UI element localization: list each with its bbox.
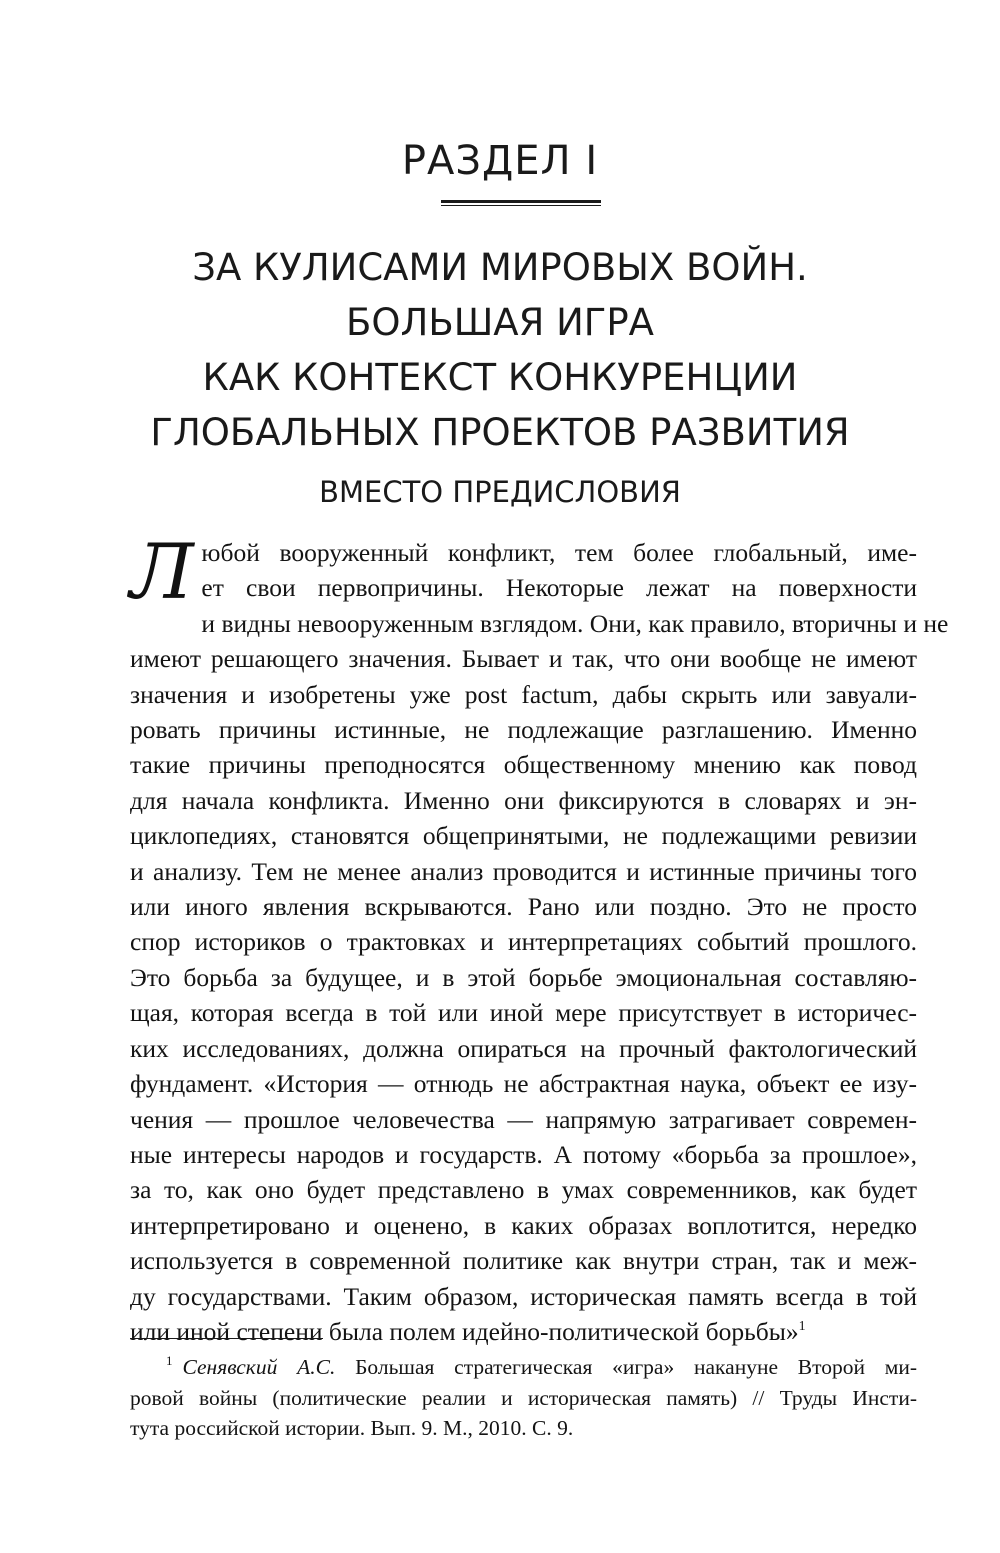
body-line: или иного явления вскрываются. Рано или поздно. Это не просто [130, 892, 917, 922]
body-line: такие причины преподносятся общественному мнению как повод [130, 750, 917, 780]
body-line: за то, как оно будет представлено в умах современников, как будет [130, 1175, 917, 1205]
body-paragraph [130, 527, 949, 1349]
body-line: Это борьба за будущее, и в этой борьбе эмоциональная составляю- [130, 962, 917, 992]
footnote-line: тута российской истории. Вып. 9. М., 2010. С. 9. [130, 1416, 574, 1440]
body-line: имеют решающего значения. Бывает и так, что они вообще не имеют [130, 644, 917, 674]
body-line: юбой вооруженный конфликт, тем более глобальный, име- [201, 538, 917, 567]
part-title [0, 240, 1000, 460]
body-line: ровать причины истинные, не подлежащие разглашению. Именно [130, 715, 917, 745]
body-line: интерпретировано и оценено, в каких образах воплотится, нередко [130, 1210, 917, 1240]
body-line: щая, которая всегда в той или иной мере присутствует в историчес- [130, 998, 917, 1028]
body-line: и видны невооруженным взглядом. Они, как правило, вторичны и не [201, 608, 949, 638]
footnote-line: ровой войны (политические реалии и историческая память) // Труды Инсти- [130, 1385, 917, 1410]
footnote-author: Сенявский А.С. [182, 1355, 336, 1379]
part-title-line: ЗА КУЛИСАМИ МИРОВЫХ ВОЙН. [192, 246, 808, 289]
part-title-line: КАК КОНТЕКСТ КОНКУРЕНЦИИ [202, 356, 798, 399]
part-title-line: БОЛЬШАЯ ИГРА [346, 301, 654, 344]
body-line: чения — прошлое человечества — напрямую затрагивает современ- [130, 1104, 917, 1134]
body-line: циклопедиях, становятся общепринятыми, не подлежащими ревизии [130, 821, 917, 851]
body-line: используется в современной политике как внутри стран, так и меж- [130, 1246, 917, 1276]
body-line: и анализу. Тем не менее анализ проводится и истинные причины того [130, 856, 917, 886]
body-line: значения и изобретены уже post factum, дабы скрыть или завуали- [130, 679, 917, 709]
part-title-line: ГЛОБАЛЬНЫХ ПРОЕКТОВ РАЗВИТИЯ [150, 411, 850, 454]
body-line: ет свои первопричины. Некоторые лежат на поверхности [201, 573, 917, 603]
body-last-line-text: или иной степени была полем идейно-политической борьбы» [130, 1316, 799, 1346]
footnote [130, 1346, 917, 1444]
chapter-title: ВМЕСТО ПРЕДИСЛОВИЯ [319, 475, 681, 509]
body-line: для начала конфликта. Именно они фиксируются в словарях и эн- [130, 785, 917, 815]
body-line: ные интересы народов и государств. А потому «борьба за прошлое», [130, 1139, 917, 1169]
footnote-mark: 1 [166, 1353, 173, 1368]
footnote-text: Большая стратегическая «игра» накануне Второй ми- [335, 1355, 917, 1379]
body-line: спор историков о трактовках и интерпретациях событий прошлого. [130, 927, 917, 957]
body-last-line [130, 1314, 917, 1349]
footnote-line [130, 1346, 917, 1383]
drop-cap: Л [130, 527, 194, 616]
footnote-separator [130, 1338, 323, 1339]
footnote-reference[interactable]: 1 [798, 1318, 806, 1334]
body-line: ду государствами. Таким образом, историческая память всегда в той [130, 1281, 917, 1311]
section-underline [441, 200, 601, 206]
section-label: РАЗДЕЛ I [401, 138, 599, 184]
body-line: ких исследованиях, должна опираться на прочный фактологический [130, 1033, 917, 1063]
body-line: фундамент. «История — отнюдь не абстрактная наука, объект ее изу- [130, 1069, 917, 1099]
